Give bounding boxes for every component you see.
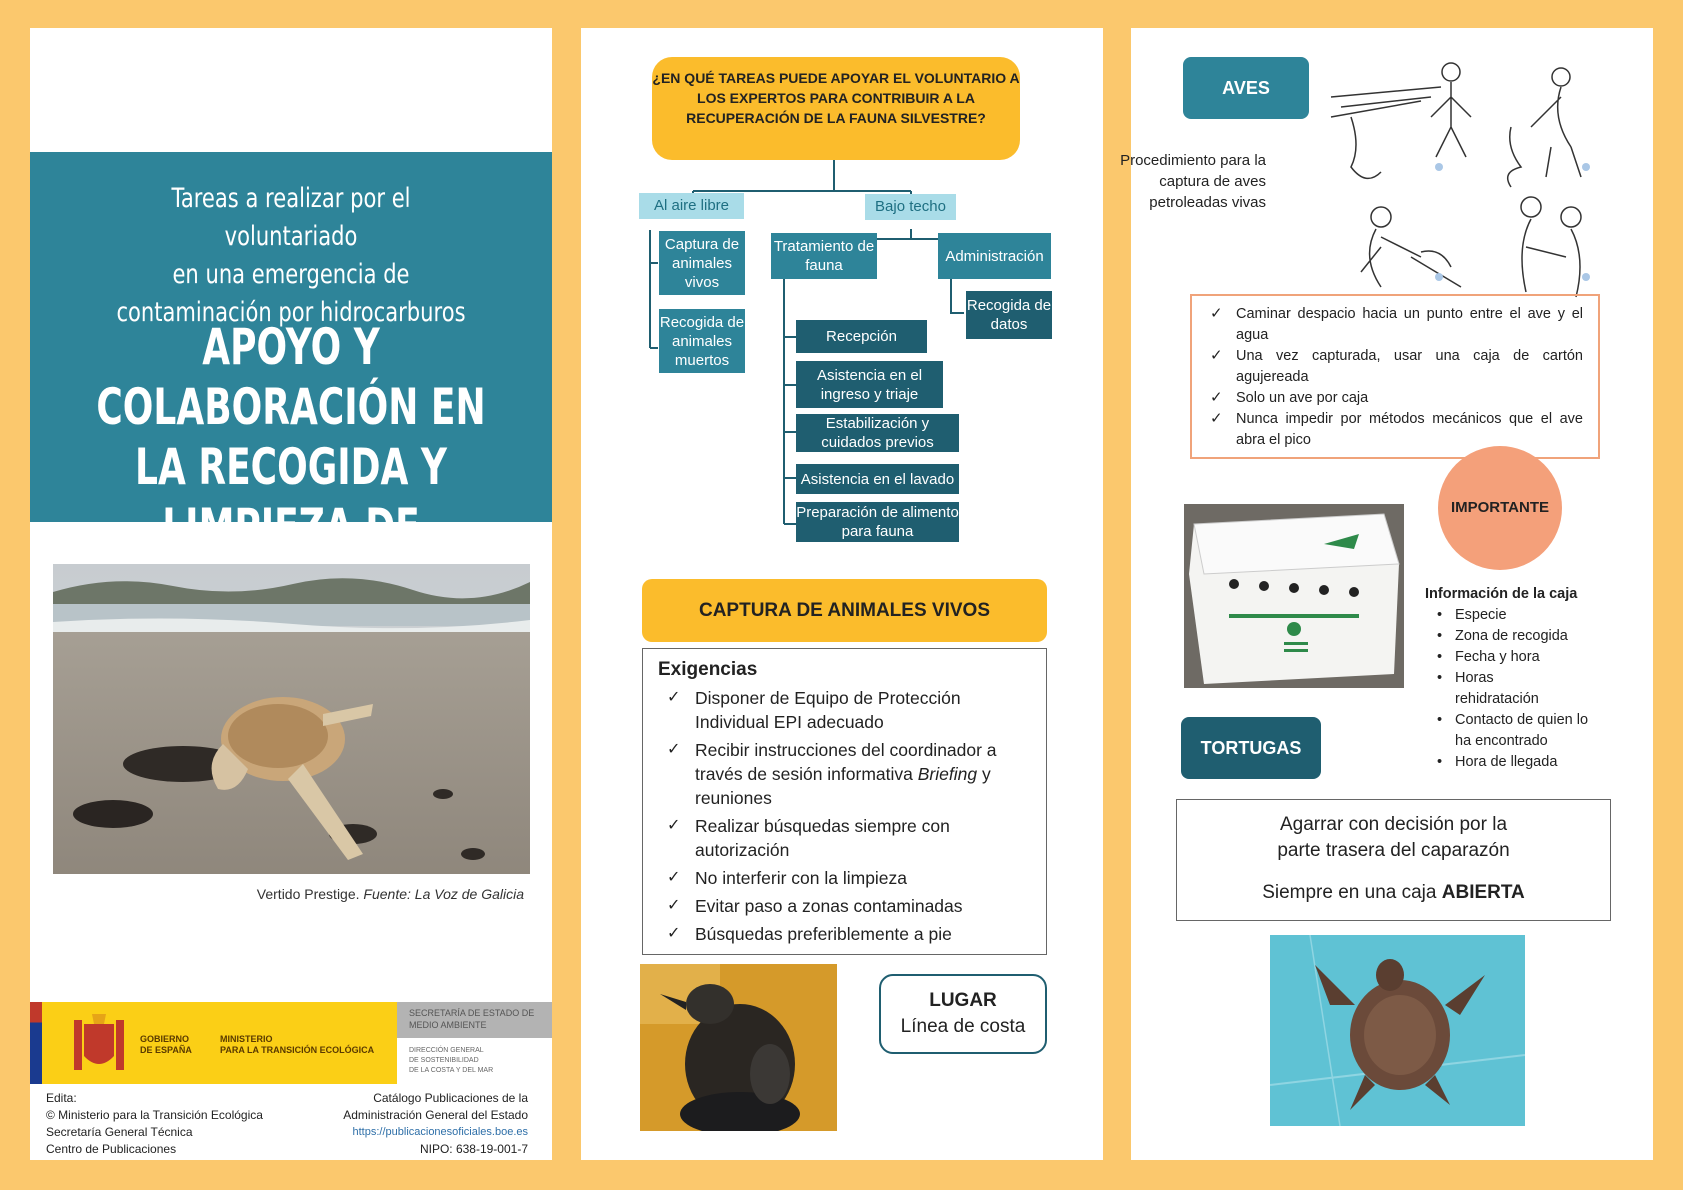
birds-tag: AVES <box>1183 57 1309 119</box>
box-info-title: Información de la caja <box>1425 586 1578 602</box>
publisher-credits: Edita: © Ministerio para la Transición Ecológica Secretaría General Técnica Centro de Publicaciones <box>46 1091 263 1156</box>
gobierno-label: GOBIERNO DE ESPAÑA <box>140 1034 192 1055</box>
turtle-line-3-text: Siempre en una caja <box>1262 882 1442 903</box>
capture-section-title: CAPTURA DE ANIMALES VIVOS <box>642 579 1047 642</box>
ministry-label: MINISTERIO PARA LA TRANSICIÓN ECOLÓGICA <box>220 1034 375 1055</box>
bird-rule-text: Solo un ave por caja <box>1236 390 1369 406</box>
direccion-label: DIRECCIÓN GENERAL DE SOSTENIBILIDAD DE LA COSTA Y DEL MAR <box>409 1047 494 1074</box>
question-box: ¿EN QUÉ TAREAS PUEDE APOYAR EL VOLUNTARIO A LOS EXPERTOS PARA CONTRIBUIR A LA RECUPERACIÓN DE LA FAUNA SILVESTRE? <box>652 57 1020 160</box>
turtle-line-3 <box>1177 880 1610 906</box>
requirement-text: Búsquedas preferiblemente a pie <box>695 924 952 944</box>
check-icon: ✓ <box>1210 347 1223 364</box>
nipo-code: NIPO: 638-19-001-7 <box>419 1142 528 1156</box>
bird-rule-item <box>1207 346 1583 388</box>
catalog-link[interactable]: https://publicacionesoficiales.boe.es <box>352 1126 528 1138</box>
place-value: Línea de costa <box>900 1016 1026 1037</box>
triage-node: Asistencia en el ingreso y triaje <box>796 361 943 408</box>
caption-source: Fuente: La Voz de Galicia <box>363 886 524 902</box>
cover-header <box>30 152 552 556</box>
turtle-line-3-bold: ABIERTA <box>1441 882 1525 903</box>
place-box <box>879 974 1047 1054</box>
catalog-info <box>343 1090 528 1158</box>
box-info-item: • Zona de recogida <box>1437 626 1597 647</box>
bird-capture-sketch <box>1321 57 1626 307</box>
secretaria-label: SECRETARÍA DE ESTADO DE MEDIO AMBIENTE <box>397 1002 552 1038</box>
requirement-text: Disponer de Equipo de Protección Individual EPI adecuado <box>695 688 961 732</box>
oiled-bird-photo <box>640 964 837 1131</box>
box-info-item: • Hora de llegada <box>1437 752 1597 773</box>
branch-outdoor: Al aire libre <box>639 193 744 219</box>
turtle-line-1: Agarrar con decisión por la <box>1279 814 1508 835</box>
turtle-handling-box <box>1176 799 1611 921</box>
requirement-item <box>658 866 1031 890</box>
requirement-text: Recibir instrucciones del coordinador a través de sesión informativa <box>695 740 997 784</box>
secretaria-block <box>397 1002 552 1084</box>
government-logo-bar <box>30 1002 552 1084</box>
catalog-line-2: Administración General del Estado <box>343 1108 528 1122</box>
bird-rule-item <box>1207 304 1583 346</box>
bird-rule-text: Nunca impedir por métodos mecánicos que el ave abra el pico <box>1236 411 1583 448</box>
branch-indoor: Bajo techo <box>865 194 956 220</box>
bird-rule-item <box>1207 409 1583 451</box>
transport-box-photo <box>1184 504 1404 688</box>
stabilization-node: Estabilización y cuidados previos <box>796 414 959 452</box>
place-label: LUGAR <box>929 990 997 1011</box>
requirement-text: No interferir con la limpieza <box>695 868 908 888</box>
requirement-item <box>658 814 1031 862</box>
bird-rule-item <box>1207 388 1583 409</box>
tasks-panel <box>581 28 1103 1160</box>
cover-subtitle: Tareas a realizar por el voluntariado en una emergencia de contaminación por hidrocarburos <box>116 183 466 328</box>
check-icon: ✓ <box>667 817 681 834</box>
treatment-node: Tratamiento de fauna <box>771 233 877 279</box>
requirement-text: Evitar paso a zonas contaminadas <box>695 896 963 916</box>
requirement-item <box>658 922 1031 946</box>
catalog-line-1: Catálogo Publicaciones de la <box>373 1091 528 1105</box>
important-badge: IMPORTANTE <box>1438 446 1562 570</box>
caption-text: Vertido Prestige. <box>256 886 364 902</box>
check-icon: ✓ <box>667 925 681 942</box>
check-icon: ✓ <box>667 689 681 706</box>
turtles-tag: TORTUGAS <box>1181 717 1321 779</box>
photo-caption <box>257 886 524 902</box>
requirement-item <box>658 686 1031 734</box>
requirement-text: Realizar búsquedas siempre con autorización <box>695 816 950 860</box>
check-icon: ✓ <box>667 869 681 886</box>
cover-title: APOYO Y COLABORACIÓN EN LA RECOGIDA Y LIMPIEZA DE <box>96 318 486 556</box>
data-collection-node: Recogida de datos <box>966 291 1052 339</box>
box-info-item: • Contacto de quien lo ha encontrado <box>1437 710 1597 752</box>
reception-node: Recepción <box>796 320 927 353</box>
requirement-tail: y reuniones <box>695 764 991 808</box>
species-panel <box>1120 28 1653 1160</box>
box-info-item: • Especie <box>1437 605 1597 626</box>
check-icon: ✓ <box>1210 305 1223 322</box>
box-info <box>1425 584 1597 773</box>
check-icon: ✓ <box>1210 410 1223 427</box>
box-info-item: • Fecha y hora <box>1437 647 1597 668</box>
outdoor-collection-node: Recogida de animales muertos <box>659 309 745 373</box>
outdoor-capture-node: Captura de animales vivos <box>659 231 745 295</box>
bird-rules-box <box>1190 294 1600 459</box>
oiled-turtle-beach-photo <box>53 564 530 874</box>
requirements-title: Exigencias <box>658 659 758 680</box>
government-banner <box>30 1002 397 1084</box>
bird-procedure-label: Procedimiento para la captura de aves petroleadas vivas <box>1120 152 1266 211</box>
turtle-line-2: parte trasera del caparazón <box>1277 840 1510 861</box>
requirement-item <box>658 894 1031 918</box>
box-info-list <box>1425 605 1597 773</box>
bird-rule-text: Una vez capturada, usar una caja de cartón agujereada <box>1236 348 1583 385</box>
check-icon: ✓ <box>667 741 681 758</box>
eu-flag-stripe <box>30 1002 42 1084</box>
check-icon: ✓ <box>667 897 681 914</box>
requirements-box <box>642 648 1047 955</box>
coat-of-arms-icon <box>70 1010 128 1078</box>
turtle-in-pool-photo <box>1270 935 1525 1126</box>
washing-node: Asistencia en el lavado <box>796 464 959 494</box>
requirement-italic: Briefing <box>917 764 978 784</box>
administration-node: Administración <box>938 233 1051 279</box>
requirement-item <box>658 738 1031 810</box>
bird-rule-text: Caminar despacio hacia un punto entre el ave y el agua <box>1236 306 1583 343</box>
cover-panel <box>30 28 552 1160</box>
box-info-item: • Horas rehidratación <box>1437 668 1577 710</box>
food-prep-node: Preparación de alimento para fauna <box>796 504 959 540</box>
check-icon: ✓ <box>1210 389 1223 406</box>
